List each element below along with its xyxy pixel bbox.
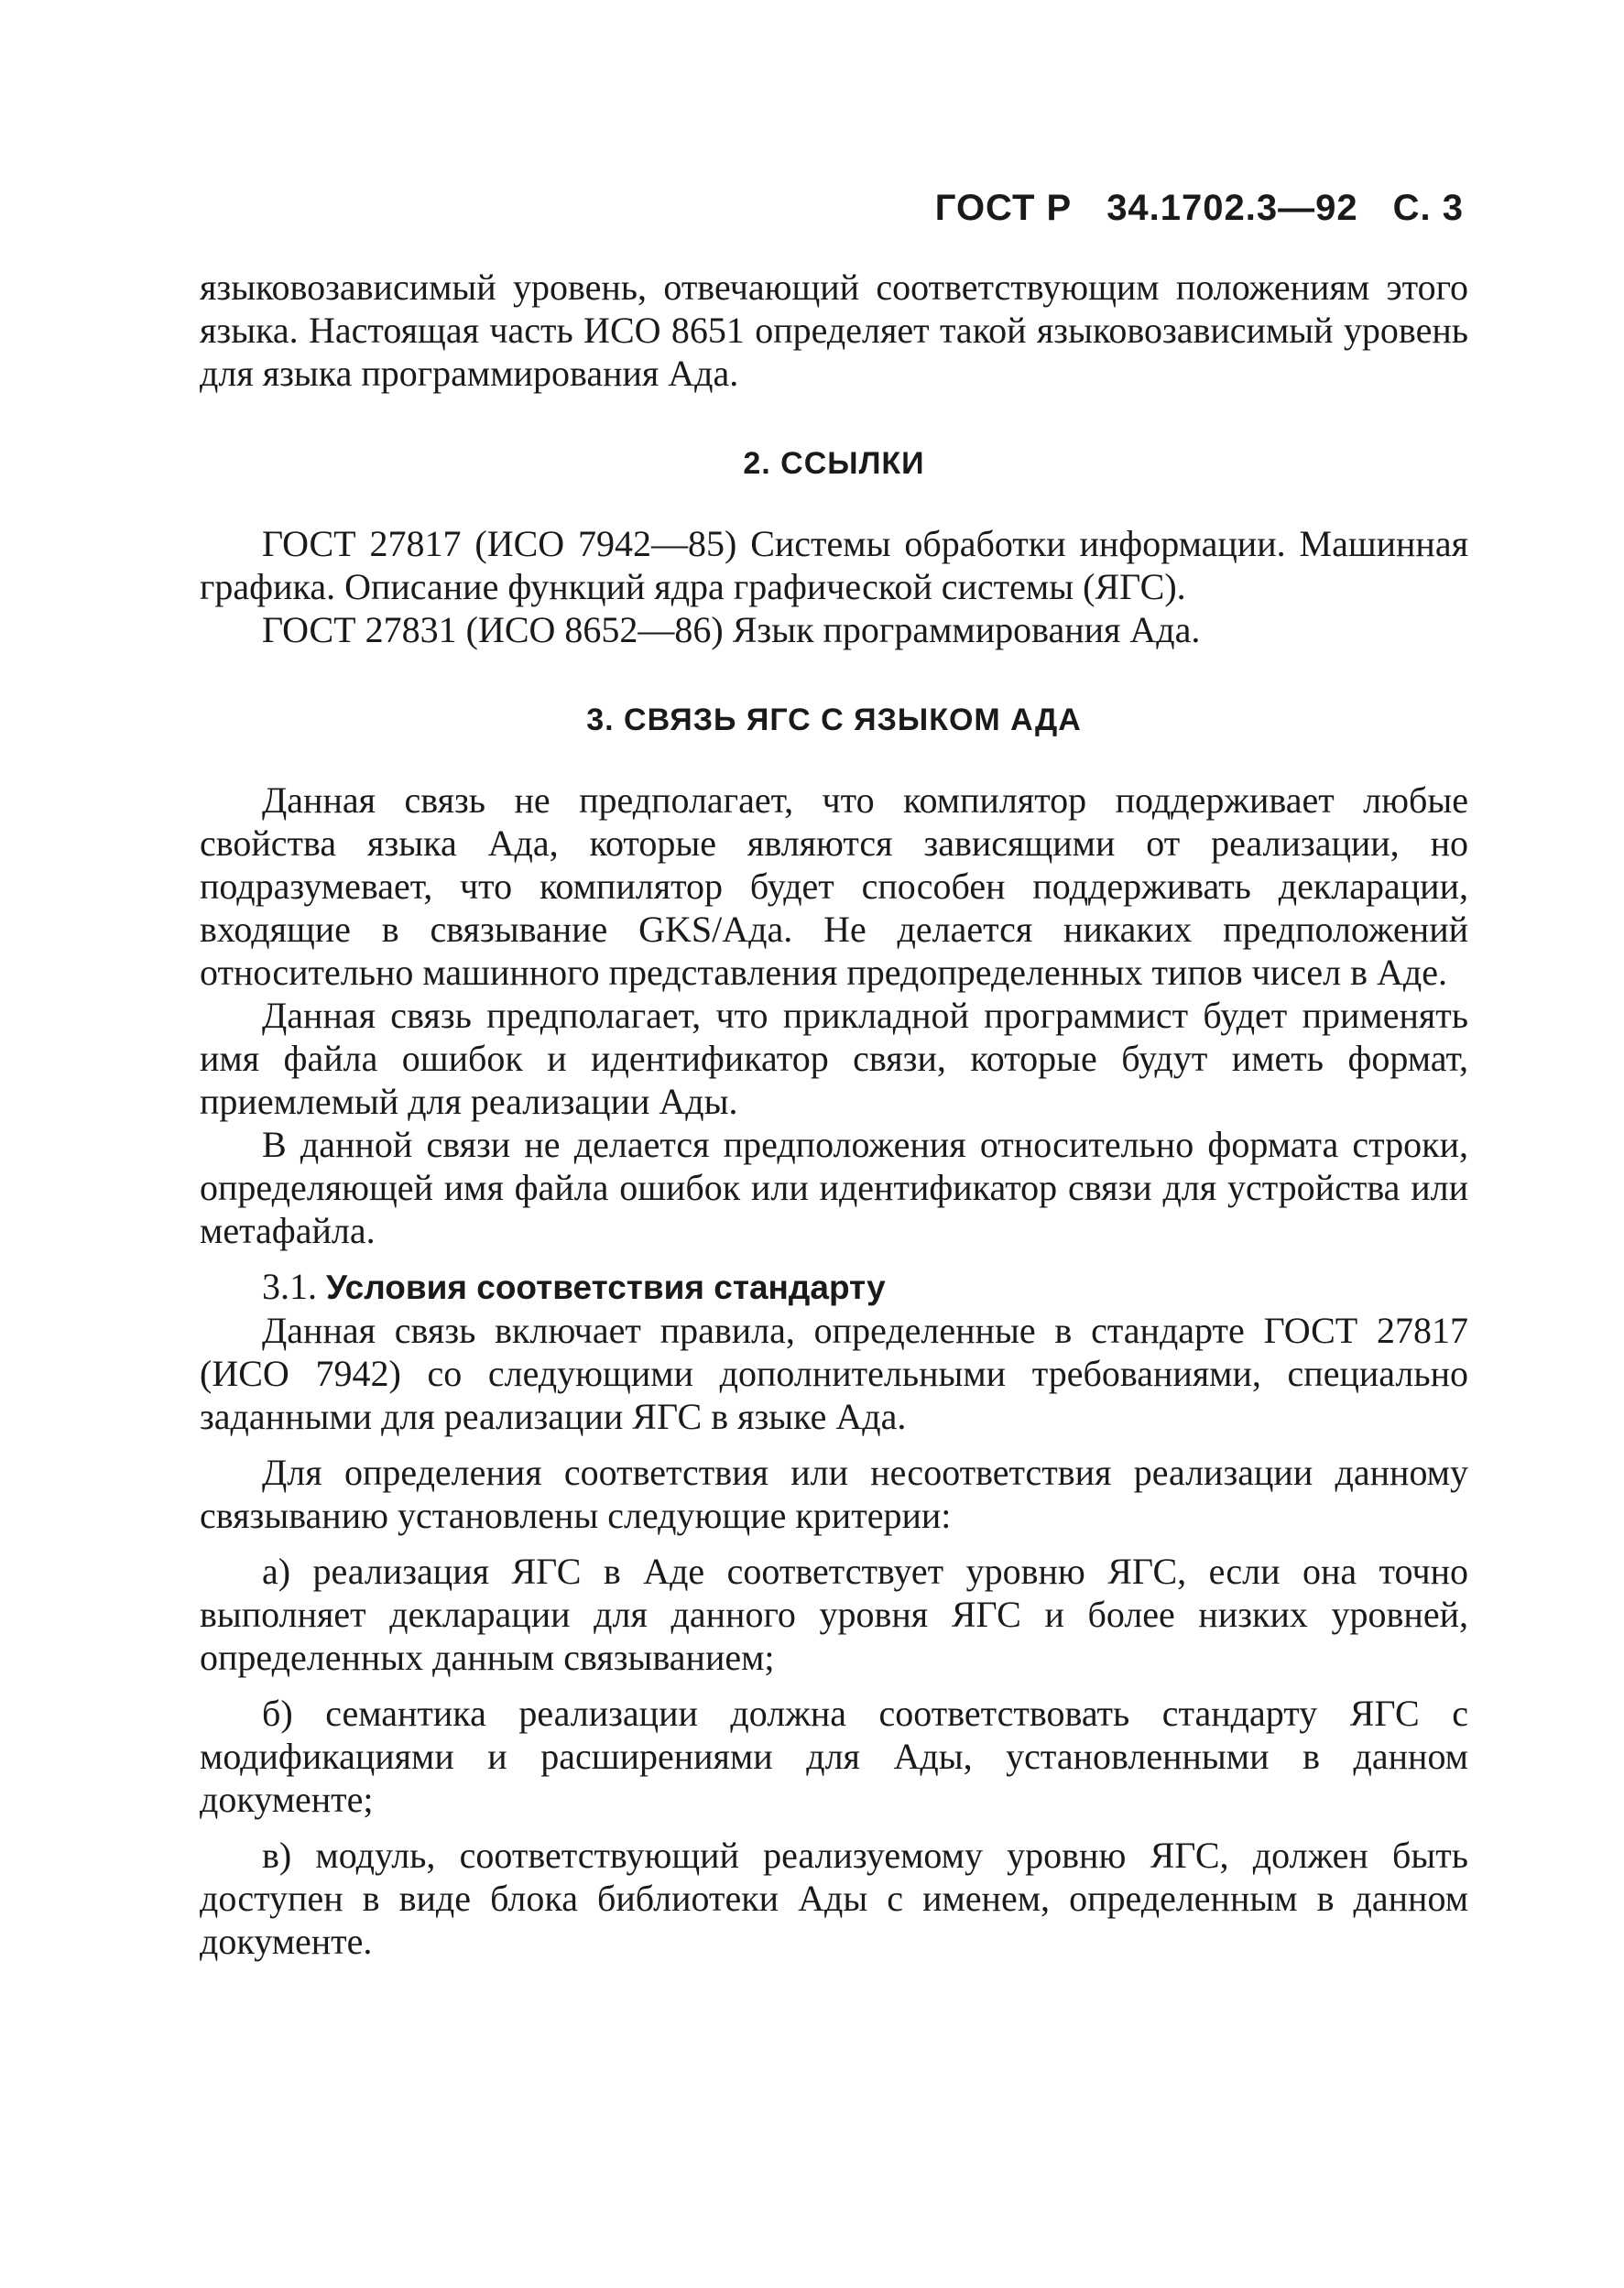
document-body xyxy=(200,266,1468,1963)
criteria-item-a: а) реализация ЯГС в Аде соответствует уровню ЯГС, если она точно выполняет декларации для данного уровня ЯГС и более низких уровней, определенных данным связыванием; xyxy=(200,1551,1468,1678)
criteria-item-b: б) семантика реализации должна соответствовать стандарту ЯГС с модификациями и расширениями для Ады, установленными в данном документе; xyxy=(200,1693,1468,1820)
doc-number: 34.1702.3—92 xyxy=(1106,188,1358,228)
section-3-paragraph-3: В данной связи не делается предположения относительно формата строки, определяющей имя файла ошибок или идентификатор связи для устройства или метафайла. xyxy=(200,1124,1468,1251)
section-3-paragraph-2: Данная связь предполагает, что прикладной программист будет применять имя файла ошибок и идентификатор связи, которые будут иметь формат, приемлемый для реализации Ады. xyxy=(200,995,1468,1122)
subsection-number: 3.1. xyxy=(262,1266,317,1307)
criteria-item-c: в) модуль, соответствующий реализуемому уровню ЯГС, должен быть доступен в виде блока библиотеки Ады с именем, определенным в данном документе. xyxy=(200,1835,1468,1962)
section-3-paragraph-1: Данная связь не предполагает, что компилятор поддерживает любые свойства языка Ада, которые являются зависящими от реализации, но подразумевает, что компилятор будет способен поддерживать декларации, входящие в связывание GKS/Ада. Не делается никаких предположений относительно машинного представления предопределенных типов чисел в Аде. xyxy=(200,779,1468,993)
subsection-title: Условия соответствия стандарту xyxy=(326,1269,886,1306)
subsection-3-1-heading xyxy=(200,1265,1468,1309)
doc-code: ГОСТ Р xyxy=(934,188,1073,228)
page-number: С. 3 xyxy=(1392,188,1464,228)
reference-2: ГОСТ 27831 (ИСО 8652—86) Язык программирования Ада. xyxy=(262,609,1201,650)
reference-1: ГОСТ 27817 (ИСО 7942—85) Системы обработки информации. Машинная графика. Описание функций ядра графической системы (ЯГС). xyxy=(200,523,1468,607)
subsection-paragraph-1: Данная связь включает правила, определенные в стандарте ГОСТ 27817 (ИСО 7942) со следующими дополнительными требованиями, специально заданными для реализации ЯГС в языке Ада. xyxy=(200,1310,1468,1437)
section-2-heading: 2. ССЫЛКИ xyxy=(743,446,925,481)
page-header xyxy=(935,188,1464,229)
section-3-heading: 3. СВЯЗЬ ЯГС С ЯЗЫКОМ АДА xyxy=(586,703,1082,737)
subsection-paragraph-2: Для определения соответствия или несоответствия реализации данному связыванию установлены следующие критерии: xyxy=(200,1452,1468,1536)
intro-paragraph: языковозависимый уровень, отвечающий соответствующим положениям этого языка. Настоящая часть ИСО 8651 определяет такой языковозависимый уровень для языка программирования Ада. xyxy=(200,267,1468,394)
